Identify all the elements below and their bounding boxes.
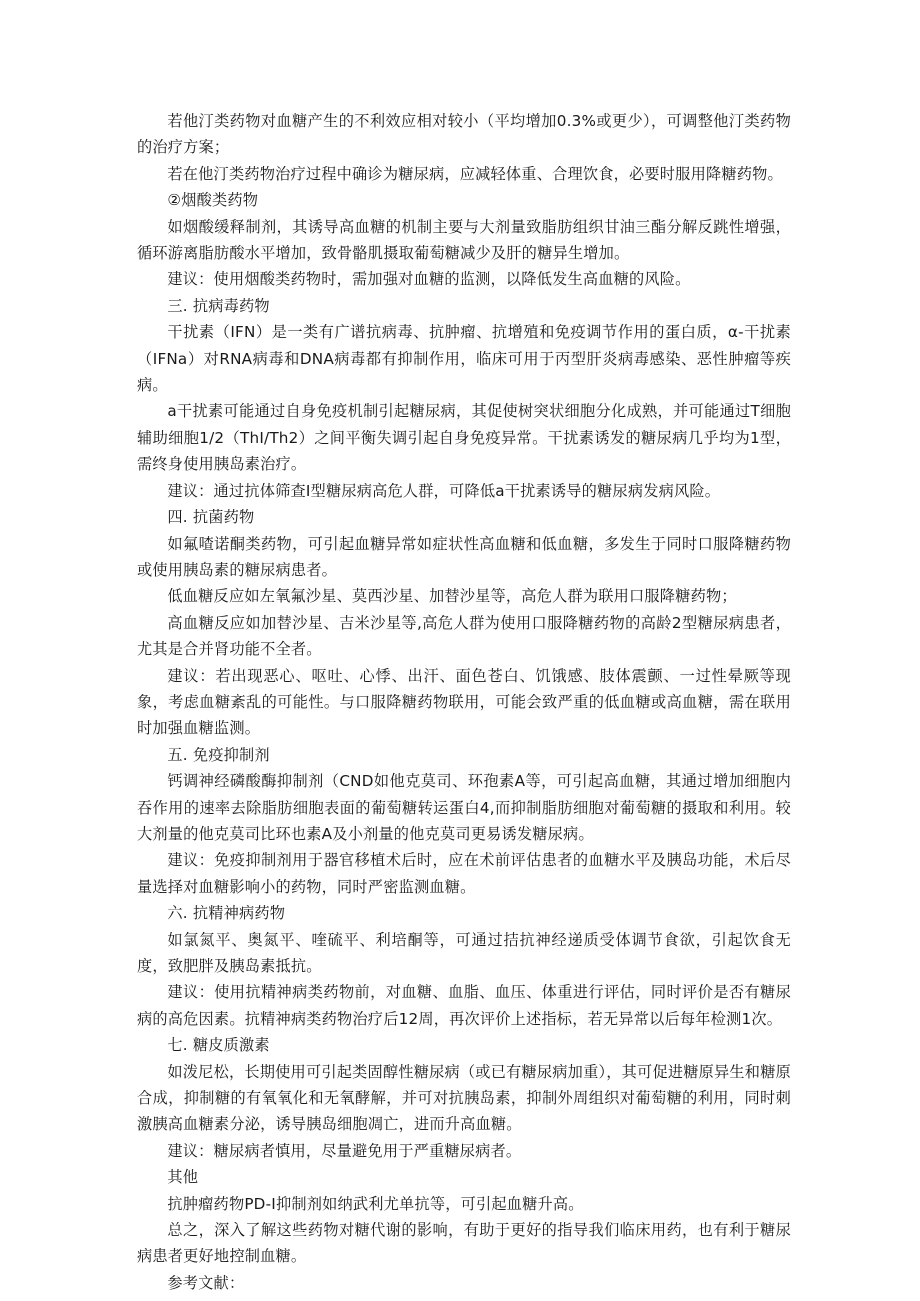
paragraph-statin-diabetes: 若在他汀类药物治疗过程中确诊为糖尿病，应减轻体重、合理饮食，必要时服用降糖药物。 — [167, 164, 783, 183]
paragraph-immunosuppressant-advice: 建议：免疫抑制剂用于器官移植术后时，应在术前评估患者的血糖水平及胰岛功能，术后尽量选择对血糖影响小的药物，同时严密监测血糖。 — [137, 851, 791, 896]
heading-antibacterial: 四. 抗菌药物 — [167, 508, 255, 527]
paragraph-conclusion: 总之，深入了解这些药物对糖代谢的影响，有助于更好的指导我们临床用药，也有利于糖尿病患者更好地控制血糖。 — [137, 1221, 791, 1266]
paragraph-fluoroquinolone: 如氟喳诺酮类药物，可引起血糖异常如症状性高血糖和低血糖，多发生于同时口服降糖药物或使用胰岛素的糖尿病患者。 — [137, 534, 791, 579]
paragraph-pd1: 抗肿瘤药物PD-I抑制剂如纳武利尤单抗等，可引起血糖升高。 — [167, 1194, 584, 1213]
document-page — [137, 108, 791, 1296]
paragraph-niacin-mechanism: 如烟酸缓释制剂，其诱导高血糖的机制主要与大剂量致脂肪组织甘油三酯分解反跳性增强，循环游离脂肪酸水平增加，致骨骼肌摄取葡萄糖减少及肝的糖异生增加。 — [137, 217, 791, 263]
heading-antiviral: 三. 抗病毒药物 — [167, 296, 270, 315]
heading-glucocorticoid: 七. 糖皮质激素 — [167, 1036, 270, 1055]
heading-niacin: ②烟酸类药物 — [167, 191, 259, 210]
heading-other: 其他 — [167, 1168, 199, 1187]
paragraph-antipsychotic: 如氯氮平、奥氮平、喹硫平、利培酮等，可通过拮抗神经递质受体调节食欲，引起饮食无度，致肥胖及胰岛素抵抗。 — [137, 930, 791, 975]
paragraph-niacin-advice: 建议：使用烟酸类药物时，需加强对血糖的监测，以降低发生高血糖的风险。 — [167, 270, 691, 289]
paragraph-antibacterial-advice: 建议：若出现恶心、呕吐、心悸、出汗、面色苍白、饥饿感、肢体震颤、一过性晕厥等现象，考虑血糖紊乱的可能性。与口服降糖药物联用，可能会致严重的低血糖或高血糖，需在联用时加强血糖监测。 — [137, 666, 791, 738]
paragraph-interferon-mechanism: a干扰素可能通过自身免疫机制引起糖尿病，其促使树突状细胞分化成熟，并可能通过T细胞辅助细胞1/2（ThI/Th2）之间平衡失调引起自身免疫异常。干扰素诱发的糖尿病几乎均为1型，需终身使用胰岛素治疗。 — [137, 402, 791, 474]
paragraph-interferon: 干扰素（IFN）是一类有广谱抗病毒、抗肿瘤、抗增殖和免疫调节作用的蛋白质，α-干扰素（IFNa）对RNA病毒和DNA病毒都有抑制作用，临床可用于丙型肝炎病毒感染、恶性肿瘤等疾病。 — [137, 323, 791, 395]
paragraph-hypoglycemia: 低血糖反应如左氧氟沙星、莫西沙星、加替沙星等，高危人群为联用口服降糖药物； — [167, 587, 737, 606]
paragraph-antipsychotic-advice: 建议：使用抗精神病类药物前，对血糖、血脂、血压、体重进行评估，同时评价是否有糖尿病的高危因素。抗精神病类药物治疗后12周，再次评价上述指标，若无异常以后每年检测1次。 — [137, 983, 791, 1028]
heading-references: 参考文献： — [167, 1273, 245, 1292]
paragraph-statin-effect: 若他汀类药物对血糖产生的不利效应相对较小（平均增加0.3%或更少），可调整他汀类药物的治疗方案； — [137, 112, 791, 157]
heading-antipsychotic: 六. 抗精神病药物 — [167, 904, 286, 923]
paragraph-prednisone: 如泼尼松，长期使用可引起类固醇性糖尿病（或已有糖尿病加重），其可促进糖原异生和糖原合成，抑制糖的有氧氧化和无氧酵解，并可对抗胰岛素，抑制外周组织对葡萄糖的利用，同时刺激胰高血糖素分泌，诱导胰岛细胞凋亡，进而升高血糖。 — [137, 1062, 791, 1134]
paragraph-calcineurin: 钙调神经磷酸酶抑制剂（CND如他克莫司、环孢素A等，可引起高血糖，其通过增加细胞内吞作用的速率去除脂肪细胞表面的葡萄糖转运蛋白4,而抑制脂肪细胞对葡萄糖的摄取和利用。较大剂量的他克莫司比环也素A及小剂量的他克莫司更易诱发糖尿病。 — [137, 772, 791, 843]
heading-immunosuppressant: 五. 免疫抑制剂 — [167, 745, 270, 764]
paragraph-hyperglycemia: 高血糖反应如加替沙星、吉米沙星等,高危人群为使用口服降糖药物的高龄2型糖尿病患者，尤其是合并肾功能不全者。 — [137, 613, 791, 659]
paragraph-glucocorticoid-advice: 建议：糖尿病者慎用，尽量避免用于严重糖尿病者。 — [167, 1141, 522, 1160]
paragraph-interferon-advice: 建议：通过抗体筛查I型糖尿病高危人群，可降低a干扰素诱导的糖尿病发病风险。 — [167, 481, 721, 500]
